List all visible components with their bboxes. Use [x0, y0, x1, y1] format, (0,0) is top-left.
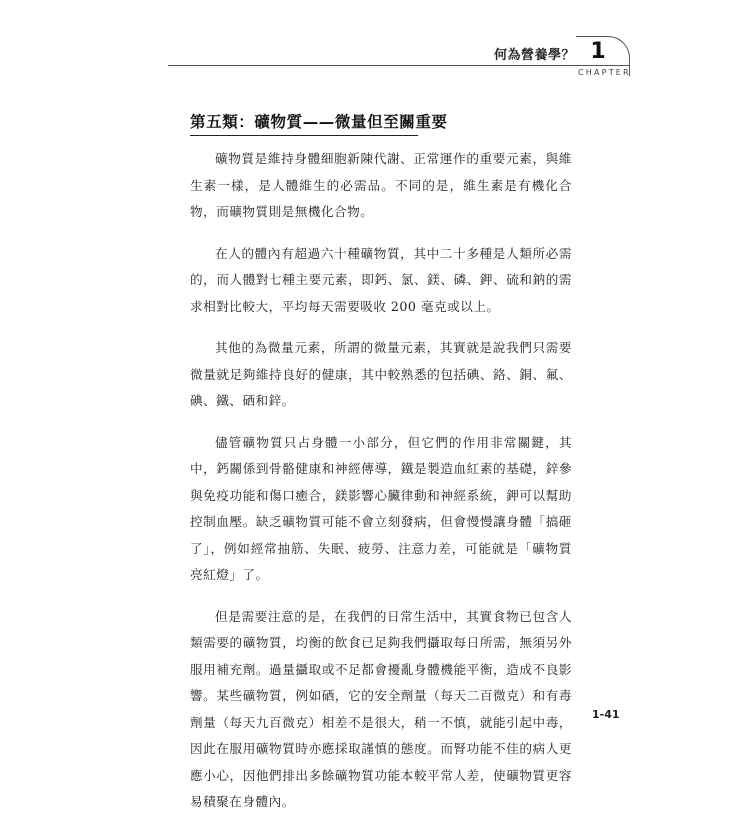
section-heading: 第五類：礦物質——微量但至關重要	[190, 113, 448, 131]
chapter-label: CHAPTER	[578, 68, 631, 77]
paragraph-5: 但是需要注意的是，在我們的日常生活中，其實食物已包含人類需要的礦物質，均衡的飲食已足夠我們攝取每日所需，無須另外服用補充劑。過量攝取或不足都會擾亂身體機能平衡，造成不良影響。某些礦物質，例如硒，它的安全劑量（每天二百微克）和有毒劑量（每天九百微克）相差不是很大，稍一不慎，就能引起中毒，因此在服用礦物質時亦應採取謹慎的態度。而腎功能不佳的病人更應小心，因他們排出多餘礦物質功能本較平常人差，使礦物質更容易積聚在身體內。	[190, 608, 572, 809]
paragraph-2: 在人的體內有超過六十種礦物質，其中二十多種是人類所必需的，而人體對七種主要元素，即鈣、氯、鎂、磷、鉀、硫和鈉的需求相對比較大，平均每天需要吸收 200 毫克或以上。	[190, 245, 572, 314]
paragraph-1: 礦物質是維持身體細胞新陳代謝、正常運作的重要元素，與維生素一樣，是人體維生的必需品。不同的是，維生素是有機化合物，而礦物質則是無機化合物。	[190, 151, 572, 219]
body-text	[190, 146, 572, 831]
header-divider	[168, 65, 630, 66]
section-heading-underline	[190, 135, 418, 136]
paragraph-3: 其他的為微量元素，所謂的微量元素，其實就是說我們只需要微量就足夠維持良好的健康，其中較熟悉的包括碘、鉻、銅、氟、碘、鐵、硒和鋅。	[190, 340, 572, 408]
paragraph-4: 儘管礦物質只占身體一小部分，但它們的作用非常關鍵，其中，鈣關係到骨骼健康和神經傳導，鐵是製造血紅素的基礎，鋅參與免疫功能和傷口癒合，鎂影響心臟律動和神經系統，鉀可以幫助控制血壓。缺乏礦物質可能不會立刻發病，但會慢慢讓身體「搞砸了」，例如經常抽筋、失眠、疲勞、注意力差，可能就是「礦物質亮紅燈」了。	[190, 434, 572, 582]
page-number: 1-41	[592, 708, 620, 721]
running-header-title: 何為營養學？	[493, 48, 575, 63]
chapter-number: 1	[590, 39, 606, 64]
